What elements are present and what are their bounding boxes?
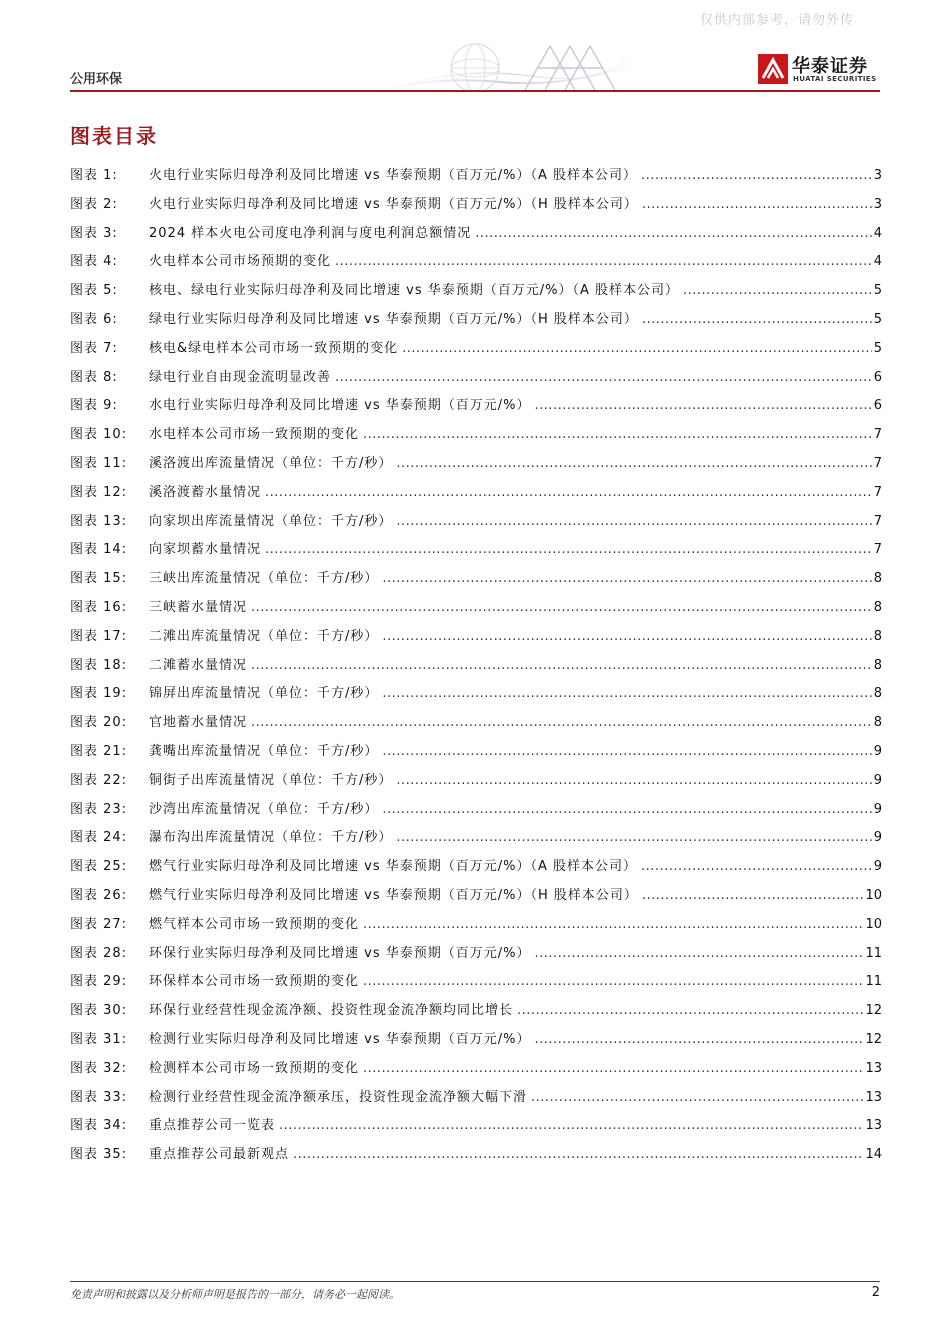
toc-entry[interactable] <box>70 195 882 224</box>
toc-entry-number: 图表 12: <box>70 484 128 500</box>
toc-entry-title[interactable]: 龚嘴出库流量情况（单位：千方/秒） <box>149 743 379 759</box>
toc-entry-number: 图表 30: <box>70 1003 128 1019</box>
toc-entry-page[interactable]: 7 <box>873 542 882 558</box>
toc-entry-title[interactable]: 检测样本公司市场一致预期的变化 <box>149 1060 360 1076</box>
toc-dot-leader <box>534 396 871 416</box>
footer-divider <box>70 1281 880 1282</box>
toc-entry-page[interactable]: 10 <box>865 916 882 932</box>
toc-entry[interactable] <box>70 742 882 771</box>
toc-entry-title[interactable]: 火电行业实际归母净利及同比增速 vs 华泰预期（百万元/%）（H 股样本公司） <box>149 196 638 212</box>
toc-entry-page[interactable]: 8 <box>873 657 882 673</box>
toc-dot-leader <box>642 195 872 215</box>
toc-entry[interactable] <box>70 972 882 1001</box>
toc-entry-page[interactable]: 8 <box>873 715 882 731</box>
toc-entry-title[interactable]: 三峡蓄水量情况 <box>149 599 248 615</box>
toc-entry[interactable] <box>70 281 882 310</box>
toc-entry-page[interactable]: 3 <box>873 196 882 212</box>
huatai-logo <box>758 52 886 86</box>
toc-entry-page[interactable]: 9 <box>873 830 882 846</box>
toc-entry-page[interactable]: 8 <box>873 686 882 702</box>
toc-entry[interactable] <box>70 771 882 800</box>
toc-entry-number: 图表 34: <box>70 1118 128 1134</box>
toc-entry[interactable] <box>70 569 882 598</box>
toc-dot-leader <box>382 800 871 820</box>
toc-entry-number: 图表 2: <box>70 196 118 212</box>
toc-entry-title[interactable]: 铜街子出库流量情况（单位：千方/秒） <box>149 772 393 788</box>
toc-dot-leader <box>363 972 863 992</box>
toc-entry-page[interactable]: 6 <box>873 398 882 414</box>
toc-entry-number: 图表 7: <box>70 340 118 356</box>
toc-entry-title[interactable]: 瀑布沟出库流量情况（单位：千方/秒） <box>149 830 393 846</box>
toc-entry-number: 图表 26: <box>70 887 128 903</box>
toc-entry-number: 图表 33: <box>70 1089 128 1105</box>
toc-entry[interactable] <box>70 1059 882 1088</box>
toc-entry-title[interactable]: 重点推荐公司最新观点 <box>149 1147 290 1163</box>
toc-dot-leader <box>363 915 863 935</box>
toc-dot-leader <box>251 656 872 676</box>
toc-entry[interactable] <box>70 310 882 339</box>
toc-entry-title[interactable]: 环保样本公司市场一致预期的变化 <box>149 974 360 990</box>
toc-entry-page[interactable]: 4 <box>873 225 882 241</box>
toc-entry-number: 图表 9: <box>70 398 118 414</box>
toc-dot-leader <box>251 713 872 733</box>
toc-dot-leader <box>265 540 872 560</box>
table-of-figures <box>70 166 882 1174</box>
header-divider <box>70 90 880 92</box>
toc-dot-leader <box>642 310 872 330</box>
toc-entry[interactable] <box>70 166 882 195</box>
toc-entry-page[interactable]: 5 <box>873 283 882 299</box>
toc-entry-title[interactable]: 向家坝蓄水量情况 <box>149 542 262 558</box>
toc-entry[interactable] <box>70 454 882 483</box>
toc-entry-page[interactable]: 9 <box>873 772 882 788</box>
toc-entry[interactable] <box>70 252 882 281</box>
toc-dot-leader <box>335 252 872 272</box>
toc-dot-leader <box>396 512 871 532</box>
toc-entry-page[interactable]: 11 <box>865 974 882 990</box>
toc-entry[interactable] <box>70 1030 882 1059</box>
toc-entry[interactable] <box>70 857 882 886</box>
toc-dot-leader <box>265 483 872 503</box>
toc-entry[interactable] <box>70 396 882 425</box>
toc-entry-number: 图表 25: <box>70 859 128 875</box>
logo-name-en: HUATAI SECURITIES <box>793 75 877 83</box>
toc-entry-number: 图表 4: <box>70 254 118 270</box>
toc-entry[interactable] <box>70 828 882 857</box>
toc-entry-number: 图表 15: <box>70 571 128 587</box>
huatai-logo-icon <box>758 54 788 84</box>
toc-entry-page[interactable]: 6 <box>873 369 882 385</box>
toc-entry-number: 图表 32: <box>70 1060 128 1076</box>
section-label: 公用环保 <box>70 72 123 87</box>
toc-entry-page[interactable]: 12 <box>865 1031 882 1047</box>
toc-entry-title[interactable]: 三峡出库流量情况（单位：千方/秒） <box>149 571 379 587</box>
toc-entry-number: 图表 13: <box>70 513 128 529</box>
toc-dot-leader <box>363 425 872 445</box>
toc-entry-number: 图表 8: <box>70 369 118 385</box>
toc-dot-leader <box>517 1001 863 1021</box>
toc-entry-title[interactable]: 检测行业经营性现金流净额承压，投资性现金流净额大幅下滑 <box>149 1089 528 1105</box>
toc-entry-title[interactable]: 2024 样本火电公司度电净利润与度电利润总额情况 <box>149 225 472 241</box>
toc-entry[interactable] <box>70 339 882 368</box>
page-title: 图表目录 <box>70 124 158 148</box>
toc-entry-page[interactable]: 11 <box>865 945 882 961</box>
toc-entry-page[interactable]: 8 <box>873 571 882 587</box>
toc-dot-leader <box>683 281 872 301</box>
toc-dot-leader <box>279 1116 863 1136</box>
toc-entry[interactable] <box>70 540 882 569</box>
toc-entry[interactable] <box>70 800 882 829</box>
toc-entry-title[interactable]: 水电样本公司市场一致预期的变化 <box>149 427 360 443</box>
toc-entry-title[interactable]: 核电&绿电样本公司市场一致预期的变化 <box>149 340 399 356</box>
toc-entry[interactable] <box>70 1088 882 1117</box>
toc-entry-number: 图表 21: <box>70 743 128 759</box>
toc-entry-page[interactable]: 9 <box>873 743 882 759</box>
toc-entry-page[interactable]: 8 <box>873 599 882 615</box>
page-number: 2 <box>871 1285 880 1300</box>
toc-entry[interactable] <box>70 1145 882 1174</box>
toc-entry-page[interactable]: 8 <box>873 628 882 644</box>
toc-entry[interactable] <box>70 713 882 742</box>
toc-entry-page[interactable]: 7 <box>873 455 882 471</box>
toc-entry[interactable] <box>70 944 882 973</box>
toc-entry-title[interactable]: 绿电行业自由现金流明显改善 <box>149 369 332 385</box>
toc-dot-leader <box>642 886 864 906</box>
toc-dot-leader <box>475 224 872 244</box>
toc-entry[interactable] <box>70 598 882 627</box>
toc-entry-page[interactable]: 12 <box>865 1003 882 1019</box>
toc-entry-title[interactable]: 火电行业实际归母净利及同比增速 vs 华泰预期（百万元/%）（A 股样本公司） <box>149 168 637 183</box>
toc-entry-number: 图表 1: <box>70 168 118 183</box>
toc-dot-leader <box>402 339 872 359</box>
toc-entry[interactable] <box>70 684 882 713</box>
footer-disclaimer: 免责声明和披露以及分析师声明是报告的一部分，请务必一起阅读。 <box>70 1288 400 1301</box>
toc-dot-leader <box>534 1030 863 1050</box>
toc-dot-leader <box>251 598 872 618</box>
toc-entry[interactable] <box>70 627 882 656</box>
toc-entry-number: 图表 22: <box>70 772 128 788</box>
toc-entry-title[interactable]: 向家坝出库流量情况（单位：千方/秒） <box>149 513 393 529</box>
toc-entry-number: 图表 19: <box>70 686 128 702</box>
toc-entry-page[interactable]: 10 <box>865 887 882 903</box>
toc-entry-number: 图表 28: <box>70 945 128 961</box>
toc-entry[interactable] <box>70 1001 882 1030</box>
toc-entry-title[interactable]: 水电行业实际归母净利及同比增速 vs 华泰预期（百万元/%） <box>149 398 531 414</box>
toc-entry-number: 图表 35: <box>70 1147 128 1163</box>
toc-entry-page[interactable]: 5 <box>873 340 882 356</box>
toc-entry-title[interactable]: 溪洛渡出库流量情况（单位：千方/秒） <box>149 455 393 471</box>
toc-entry-title[interactable]: 环保行业实际归母净利及同比增速 vs 华泰预期（百万元/%） <box>149 945 531 961</box>
toc-dot-leader <box>534 944 863 964</box>
toc-entry-page[interactable]: 14 <box>865 1147 882 1163</box>
toc-dot-leader <box>335 368 872 388</box>
toc-dot-leader <box>382 742 871 762</box>
toc-dot-leader <box>396 454 871 474</box>
toc-entry-number: 图表 24: <box>70 830 128 846</box>
toc-dot-leader <box>396 828 871 848</box>
toc-entry-title[interactable]: 官地蓄水量情况 <box>149 715 248 731</box>
toc-entry-title[interactable]: 核电、绿电行业实际归母净利及同比增速 vs 华泰预期（百万元/%）（A 股样本公司） <box>149 283 679 299</box>
toc-entry[interactable] <box>70 656 882 685</box>
toc-entry-number: 图表 3: <box>70 225 118 241</box>
toc-entry-number: 图表 17: <box>70 628 128 644</box>
toc-entry-title[interactable]: 二滩蓄水量情况 <box>149 657 248 673</box>
toc-dot-leader <box>382 627 871 647</box>
toc-dot-leader <box>641 166 872 186</box>
toc-entry-number: 图表 16: <box>70 599 128 615</box>
toc-entry[interactable] <box>70 886 882 915</box>
toc-entry[interactable] <box>70 1116 882 1145</box>
toc-entry[interactable] <box>70 512 882 541</box>
toc-entry[interactable] <box>70 915 882 944</box>
toc-entry-page[interactable]: 3 <box>873 168 882 183</box>
toc-entry-title[interactable]: 环保行业经营性现金流净额、投资性现金流净额均同比增长 <box>149 1003 514 1019</box>
header-decoration-graphic <box>380 36 630 92</box>
toc-entry-title[interactable]: 绿电行业实际归母净利及同比增速 vs 华泰预期（百万元/%）（H 股样本公司） <box>149 311 638 327</box>
toc-entry-number: 图表 14: <box>70 542 128 558</box>
toc-entry-page[interactable]: 5 <box>873 311 882 327</box>
toc-entry-title[interactable]: 二滩出库流量情况（单位：千方/秒） <box>149 628 379 644</box>
toc-entry[interactable] <box>70 483 882 512</box>
toc-entry-number: 图表 31: <box>70 1031 128 1047</box>
toc-dot-leader <box>293 1145 863 1165</box>
toc-entry[interactable] <box>70 425 882 454</box>
toc-entry-title[interactable]: 溪洛渡蓄水量情况 <box>149 484 262 500</box>
toc-dot-leader <box>382 569 871 589</box>
toc-entry-page[interactable]: 7 <box>873 427 882 443</box>
toc-entry-number: 图表 10: <box>70 427 128 443</box>
toc-entry-page[interactable]: 13 <box>865 1060 882 1076</box>
toc-entry-page[interactable]: 9 <box>873 801 882 817</box>
toc-entry-number: 图表 29: <box>70 974 128 990</box>
toc-entry-number: 图表 23: <box>70 801 128 817</box>
toc-entry-page[interactable]: 9 <box>873 859 882 875</box>
toc-entry-page[interactable]: 7 <box>873 513 882 529</box>
toc-entry-page[interactable]: 7 <box>873 484 882 500</box>
toc-entry-number: 图表 11: <box>70 455 128 471</box>
toc-entry-number: 图表 18: <box>70 657 128 673</box>
toc-entry-title[interactable]: 火电样本公司市场预期的变化 <box>149 254 332 270</box>
toc-entry[interactable] <box>70 224 882 253</box>
toc-entry-number: 图表 5: <box>70 283 118 299</box>
toc-entry-number: 图表 27: <box>70 916 128 932</box>
toc-entry-title[interactable]: 重点推荐公司一览表 <box>149 1118 276 1134</box>
toc-entry[interactable] <box>70 368 882 397</box>
toc-entry-page[interactable]: 13 <box>865 1089 882 1105</box>
toc-entry-title[interactable]: 燃气行业实际归母净利及同比增速 vs 华泰预期（百万元/%）（H 股样本公司） <box>149 887 638 903</box>
toc-entry-number: 图表 20: <box>70 715 128 731</box>
toc-dot-leader <box>396 771 871 791</box>
toc-dot-leader <box>641 857 872 877</box>
toc-dot-leader <box>363 1059 863 1079</box>
toc-entry-page[interactable]: 13 <box>865 1118 882 1134</box>
toc-dot-leader <box>382 684 871 704</box>
watermark-text: 仅供内部参考，请勿外传 <box>700 13 855 28</box>
toc-entry-title[interactable]: 锦屏出库流量情况（单位：千方/秒） <box>149 686 379 702</box>
toc-entry-title[interactable]: 燃气行业实际归母净利及同比增速 vs 华泰预期（百万元/%）（A 股样本公司） <box>149 859 637 875</box>
toc-dot-leader <box>531 1088 863 1108</box>
toc-entry-title[interactable]: 燃气样本公司市场一致预期的变化 <box>149 916 360 932</box>
toc-entry-title[interactable]: 沙湾出库流量情况（单位：千方/秒） <box>149 801 379 817</box>
toc-entry-title[interactable]: 检测行业实际归母净利及同比增速 vs 华泰预期（百万元/%） <box>149 1031 531 1047</box>
toc-entry-page[interactable]: 4 <box>873 254 882 270</box>
logo-name-cn: 华泰证券 <box>792 56 868 77</box>
toc-entry-number: 图表 6: <box>70 311 118 327</box>
